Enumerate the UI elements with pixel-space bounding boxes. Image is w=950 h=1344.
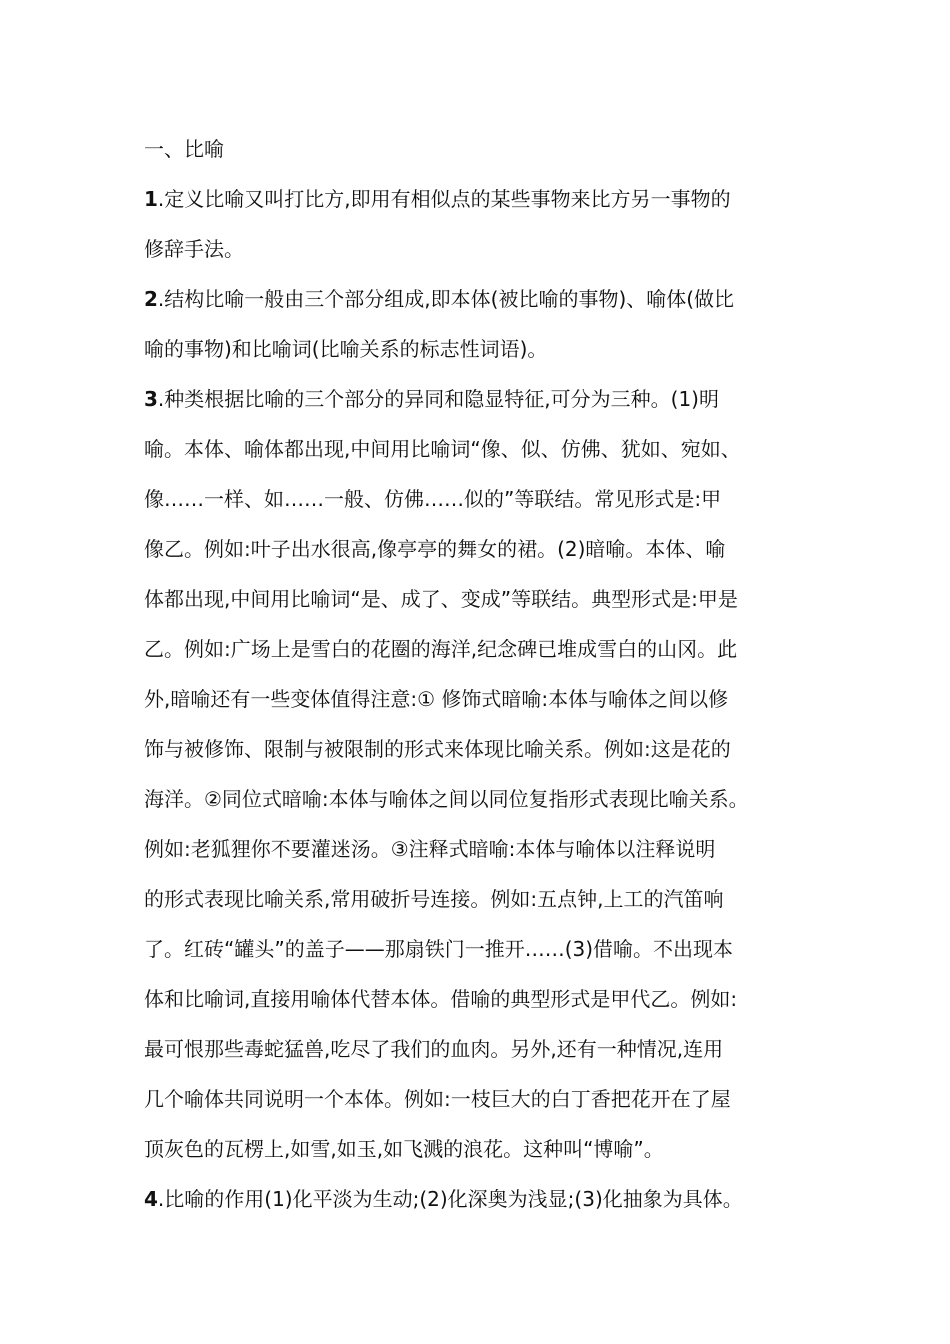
paragraph-line	[144, 474, 824, 524]
paragraph-text: 海洋。②同位式暗喻:本体与喻体之间以同位复指形式表现比喻关系。	[144, 787, 749, 811]
paragraph-text: .定义比喻又叫打比方,即用有相似点的某些事物来比方另一事物的	[157, 187, 731, 211]
paragraph-line	[144, 624, 824, 674]
paragraph-line	[144, 774, 824, 824]
paragraph-text: 体和比喻词,直接用喻体代替本体。借喻的典型形式是甲代乙。例如:	[144, 987, 738, 1011]
paragraph-line	[144, 574, 824, 624]
paragraph-line	[144, 274, 824, 324]
paragraph-line	[144, 424, 824, 474]
paragraph-text: .比喻的作用(1)化平淡为生动;(2)化深奥为浅显;(3)化抽象为具体。	[157, 1187, 743, 1211]
paragraph-line	[144, 1024, 824, 1074]
paragraph-text: 例如:老狐狸你不要灌迷汤。③注释式暗喻:本体与喻体以注释说明	[144, 837, 716, 861]
document-body	[144, 124, 824, 1224]
paragraph-line	[144, 974, 824, 1024]
paragraph-1	[144, 174, 824, 274]
paragraph-line	[144, 674, 824, 724]
paragraph-number: 1	[144, 187, 158, 211]
paragraph-text: 顶灰色的瓦楞上,如雪,如玉,如飞溅的浪花。这种叫“博喻”。	[144, 1137, 664, 1161]
paragraph-line	[144, 324, 824, 374]
paragraph-line	[144, 874, 824, 924]
paragraph-3	[144, 374, 824, 1174]
paragraph-line	[144, 1074, 824, 1124]
paragraph-4	[144, 1174, 824, 1224]
paragraph-2	[144, 274, 824, 374]
paragraph-line	[144, 824, 824, 874]
section-heading: 一、比喻	[144, 137, 224, 161]
paragraph-line	[144, 224, 824, 274]
paragraph-number: 2	[144, 287, 158, 311]
paragraph-number: 3	[144, 387, 158, 411]
paragraph-text: 修辞手法。	[144, 237, 244, 261]
paragraph-text: 喻的事物)和比喻词(比喻关系的标志性词语)。	[144, 337, 548, 361]
paragraph-line	[144, 174, 824, 224]
paragraph-text: .种类根据比喻的三个部分的异同和隐显特征,可分为三种。(1)明	[157, 387, 719, 411]
paragraph-text: 饰与被修饰、限制与被限制的形式来体现比喻关系。例如:这是花的	[144, 737, 731, 761]
paragraph-text: 外,暗喻还有一些变体值得注意:① 修饰式暗喻:本体与喻体之间以修	[144, 687, 729, 711]
paragraph-line	[144, 1124, 824, 1174]
paragraph-text: 最可恨那些毒蛇猛兽,吃尽了我们的血肉。另外,还有一种情况,连用	[144, 1037, 724, 1061]
paragraph-text: 喻。本体、喻体都出现,中间用比喻词“像、似、仿佛、犹如、宛如、	[144, 437, 741, 461]
paragraph-line	[144, 524, 824, 574]
paragraph-line	[144, 374, 824, 424]
paragraph-text: 乙。例如:广场上是雪白的花圈的海洋,纪念碑已堆成雪白的山冈。此	[144, 637, 738, 661]
paragraph-text: 了。红砖“罐头”的盖子——那扇铁门一推开……(3)借喻。不出现本	[144, 937, 734, 961]
paragraph-text: 像……一样、如……一般、仿佛……似的”等联结。常见形式是:甲	[144, 487, 722, 511]
paragraph-text: 像乙。例如:叶子出水很高,像亭亭的舞女的裙。(2)暗喻。本体、喻	[144, 537, 726, 561]
paragraph-text: .结构比喻一般由三个部分组成,即本体(被比喻的事物)、喻体(做比	[157, 287, 735, 311]
paragraph-text: 的形式表现比喻关系,常用破折号连接。例如:五点钟,上工的汽笛响	[144, 887, 724, 911]
paragraph-line	[144, 1174, 824, 1224]
paragraph-line	[144, 924, 824, 974]
paragraph-text: 体都出现,中间用比喻词“是、成了、变成”等联结。典型形式是:甲是	[144, 587, 738, 611]
paragraph-number: 4	[144, 1187, 158, 1211]
paragraph-line	[144, 724, 824, 774]
section-list	[144, 174, 824, 1224]
paragraph-text: 几个喻体共同说明一个本体。例如:一枝巨大的白丁香把花开在了屋	[144, 1087, 731, 1111]
